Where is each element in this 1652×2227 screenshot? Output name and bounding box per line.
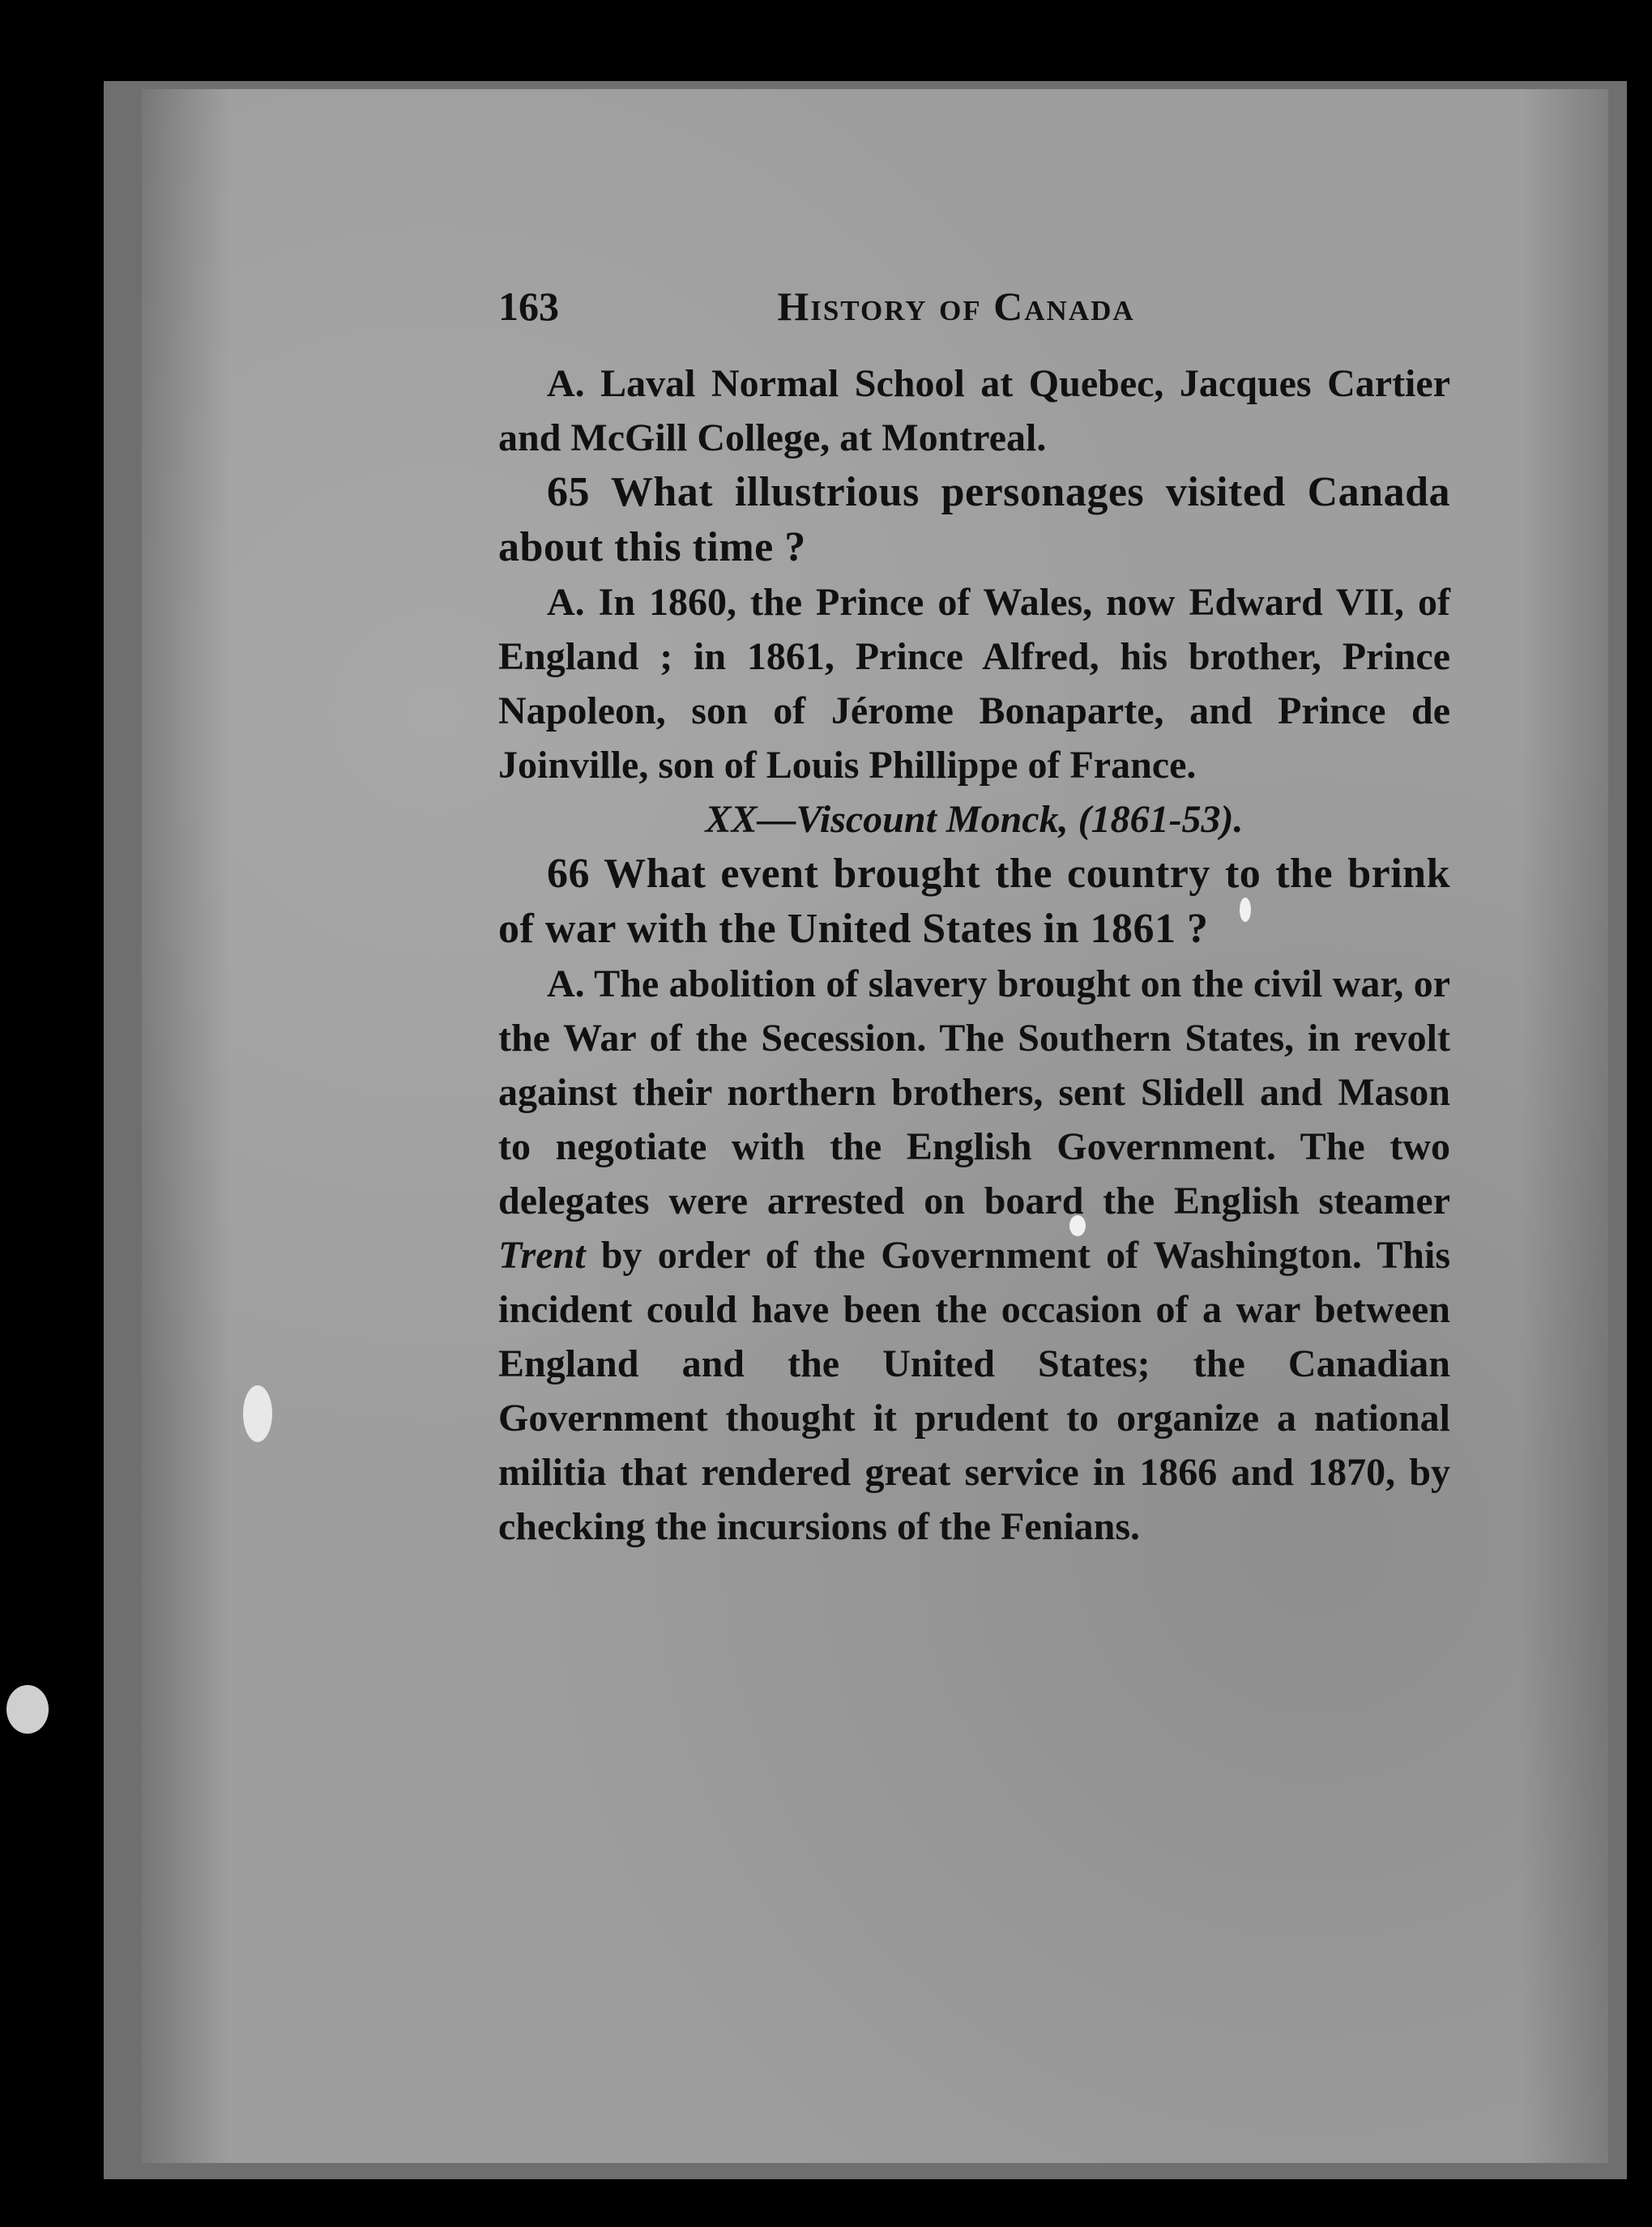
answer-64: A. Laval Normal School at Quebec, Jacques Cartier and McGill College, at Montreal.: [498, 362, 1450, 459]
question-66: 66 What event brought the country to the brink of war with the United States in 1861 ?: [498, 851, 1450, 952]
page-number: 163: [498, 284, 559, 329]
page-text: [498, 279, 1450, 1554]
section-heading: XX—Viscount Monck, (1861-53).: [705, 798, 1244, 841]
answer-66-part1: A. The abolition of slavery brought on the civil war, or the War of the Secession. The Southern States, in revolt against their northern brothers, sent Slidell and Mason to negotiate with the English Government. The two delegates were arrested on board the English steamer: [498, 962, 1450, 1222]
answer-65: A. In 1860, the Prince of Wales, now Edward VII, of England ; in 1861, Prince Alfred, his brother, Prince Napoleon, son of Jérome Bonaparte, and Prince de Joinville, son of Louis Phillippe of France.: [498, 581, 1450, 787]
running-title: History of Canada: [777, 284, 1135, 329]
answer-66-part2: by order of the Government of Washington. This incident could have been the occasion of a war between England and the United States; the Canadian Government thought it prudent to organize a national militia that rendered great service in 1866 and 1870, by checking the incursions of the Fenians.: [498, 1234, 1450, 1548]
page-header: [498, 279, 1450, 334]
ship-name: Trent: [498, 1234, 586, 1277]
dust-speck: [243, 1385, 272, 1442]
dust-speck: [6, 1685, 49, 1734]
answer-66: [498, 957, 1450, 1554]
question-65: 65 What illustrious personages visited Canada about this time ?: [498, 469, 1450, 570]
